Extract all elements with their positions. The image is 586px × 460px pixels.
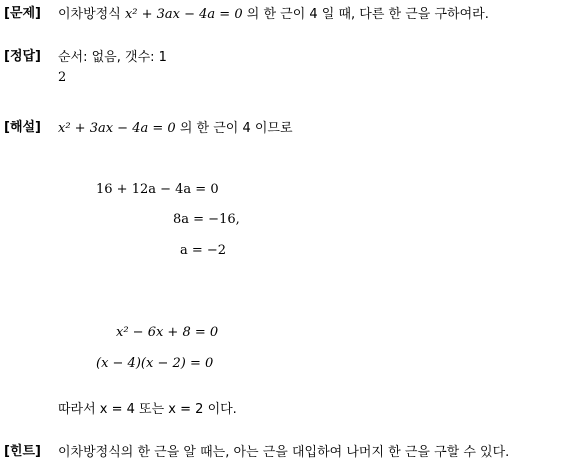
step-2: 8a = −16, <box>173 212 240 227</box>
problem-suffix: 의 한 근이 4 일 때, 다른 한 근을 구하여라. <box>246 7 489 22</box>
answer-value: 2 <box>58 70 67 85</box>
step-1: 16 + 12a − 4a = 0 <box>96 182 219 197</box>
hint-text: 이차방정식의 한 근을 알 때는, 아는 근을 대입하여 나머지 한 근을 구할 수 있다. <box>58 445 510 460</box>
step-3: a = −2 <box>180 243 227 258</box>
problem-label: [문제] <box>4 6 41 21</box>
explanation-intro <box>58 117 293 136</box>
explanation-suffix: 의 한 근이 4 이므로 <box>179 121 293 136</box>
problem-equation: x² + 3ax − 4a = 0 <box>124 7 243 22</box>
answer-label: [정답] <box>4 49 41 64</box>
answer-meta: 순서: 없음, 갯수: 1 <box>58 50 167 65</box>
hint-label: [힌트] <box>4 444 41 459</box>
problem-prefix: 이차방정식 <box>58 7 121 22</box>
problem-text <box>58 3 489 22</box>
step-5: (x − 4)(x − 2) = 0 <box>96 356 214 371</box>
step-4: x² − 6x + 8 = 0 <box>116 325 219 340</box>
explanation-equation: x² + 3ax − 4a = 0 <box>58 121 176 136</box>
explanation-label: [해설] <box>4 120 41 135</box>
explanation-conclusion: 따라서 x = 4 또는 x = 2 이다. <box>58 402 237 417</box>
